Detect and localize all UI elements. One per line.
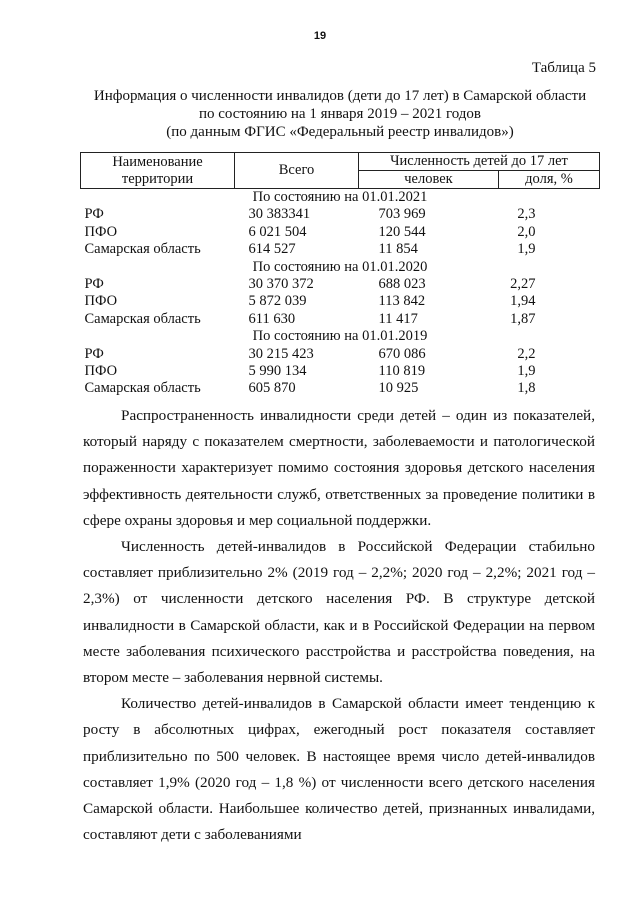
table-row	[81, 276, 600, 293]
cell-share: 2,27	[510, 276, 536, 293]
header-total: Всего	[235, 153, 359, 189]
title-line: Информация о численности инвалидов (дети до 17 лет) в Самарской области	[93, 88, 587, 104]
cell-share: 2,2	[517, 345, 536, 362]
table-row	[81, 380, 600, 397]
header-children-group: Численность детей до 17 лет	[359, 153, 600, 171]
table-body	[81, 189, 600, 398]
cell-count: 10 925	[378, 380, 419, 397]
table-row	[81, 363, 600, 380]
header-name: Наименование территории	[81, 153, 235, 189]
cell-share: 1,8	[517, 380, 536, 397]
header-people: человек	[359, 171, 499, 189]
cell-count: 11 854	[378, 241, 418, 258]
section-row	[81, 259, 600, 276]
table-row	[81, 241, 600, 258]
cell-total: 6 021 504	[248, 223, 307, 240]
cell-name: РФ	[84, 345, 104, 362]
section-label: По состоянию на 01.01.2021	[252, 189, 428, 205]
table-row	[81, 293, 600, 310]
cell-name: ПФО	[84, 223, 118, 240]
table-label: Таблица 5	[531, 60, 596, 76]
cell-name: ПФО	[84, 293, 118, 310]
body-text	[83, 403, 595, 848]
paragraph: Распространенность инвалидности среди детей – один из показателей, который наряду с показателем смертности, заболеваемости и патологической пораженности характеризует помимо состояния здоровья детского населения эффективность деятельности служб, ответственных за проведение политики в сфере охраны здоровья и мер социальной поддержки.	[83, 407, 595, 529]
title-line: по состоянию на 1 января 2019 – 2021 годов	[198, 106, 482, 122]
paragraph: Численность детей-инвалидов в Российской Федерации стабильно составляет приблизительно 2% (2019 год – 2,2%; 2020 год – 2,2%; 2021 год – 2,3%) от численности детского населения РФ. В структуре детской инвалидности в Самарской области, как и в Российской Федерации на первом месте заболевания психического расстройства и расстройства поведения, на втором месте – заболевания нервной системы.	[83, 538, 595, 687]
cell-name: ПФО	[84, 363, 118, 380]
cell-name: РФ	[84, 206, 104, 223]
cell-total: 5 872 039	[248, 293, 307, 310]
cell-share: 1,9	[517, 241, 536, 258]
cell-count: 110 819	[378, 363, 426, 380]
table-title	[60, 87, 620, 141]
table-row	[81, 311, 600, 328]
cell-share: 1,9	[517, 363, 536, 380]
cell-count: 688 023	[378, 276, 426, 293]
cell-name: Самарская область	[84, 241, 201, 258]
cell-count: 703 969	[378, 206, 426, 223]
cell-name: РФ	[84, 276, 104, 293]
cell-total: 605 870	[248, 380, 296, 397]
cell-share: 2,3	[517, 206, 536, 223]
cell-share: 1,94	[510, 293, 536, 310]
cell-total: 5 990 134	[248, 363, 307, 380]
disability-table	[80, 152, 600, 398]
cell-count: 113 842	[378, 293, 426, 310]
table-row	[81, 206, 600, 223]
cell-count: 670 086	[378, 345, 426, 362]
table-row	[81, 346, 600, 363]
cell-count: 120 544	[378, 223, 426, 240]
section-label: По состоянию на 01.01.2020	[252, 258, 428, 275]
title-line: (по данным ФГИС «Федеральный реестр инвалидов»)	[166, 124, 514, 140]
cell-share: 2,0	[517, 223, 536, 240]
cell-total: 30 370 372	[248, 276, 314, 293]
cell-name: Самарская область	[84, 380, 201, 397]
paragraph: Количество детей-инвалидов в Самарской области имеет тенденцию к росту в абсолютных цифрах, ежегодный рост показателя составляет приблизительно по 500 человек. В настоящее время число детей-инвалидов составляет 1,9% (2020 год – 1,8 %) от численности всего детского населения Самарской области. Наибольшее количество детей, признанных инвалидами, составляют дети с заболеваниями	[83, 695, 595, 844]
page-number: 19	[313, 30, 327, 42]
section-row	[81, 328, 600, 345]
cell-total: 614 527	[248, 241, 296, 258]
section-row	[81, 189, 600, 207]
table-row	[81, 224, 600, 241]
section-label: По состоянию на 01.01.2019	[252, 328, 428, 345]
header-share: доля, %	[499, 171, 600, 189]
cell-total: 30 383341	[248, 206, 311, 223]
cell-count: 11 417	[378, 310, 418, 327]
cell-total: 30 215 423	[248, 345, 314, 362]
cell-name: Самарская область	[84, 310, 201, 327]
cell-share: 1,87	[510, 310, 536, 327]
cell-total: 611 630	[248, 310, 296, 327]
